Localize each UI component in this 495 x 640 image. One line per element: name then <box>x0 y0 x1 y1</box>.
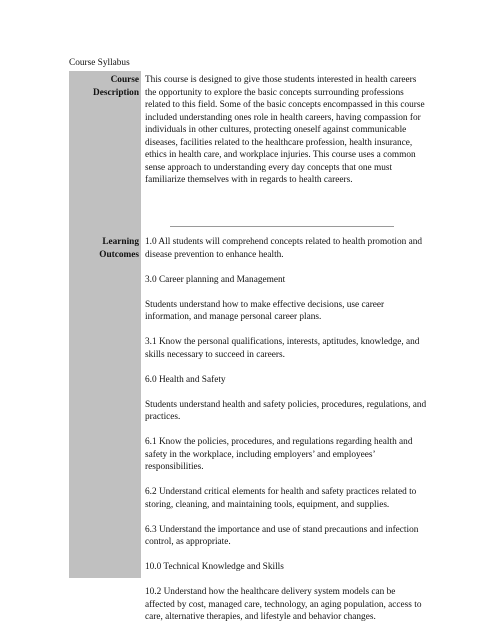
label-line: Description <box>93 87 139 98</box>
document-title: Course Syllabus <box>69 58 130 68</box>
outcome-paragraph: 6.3 Understand the importance and use of stand precautions and infection control, as appropriate. <box>145 524 419 547</box>
outcome-paragraph: 6.2 Understand critical elements for health and safety practices related to storing, cleaning, and maintaining tools, equipment, and supplies. <box>145 487 417 510</box>
outcome-paragraph: 10.2 Understand how the healthcare delivery system models can be affected by cost, managed care, technology, an aging population, access to care, alternative therapies, and lifestyle and behavior changes. <box>145 587 422 622</box>
section-label-course-description <box>69 74 139 99</box>
outcome-paragraph: 3.1 Know the personal qualifications, interests, aptitudes, knowledge, and skills necessary to succeed in careers. <box>145 337 420 360</box>
course-description-text: This course is designed to give those students interested in health careers the opportunity to explore the basic concepts surrounding professions related to this field. Some of the basic concepts encompassed in this course included understanding ones role in health careers, having compassion for individuals in other cultures, protecting oneself against communicable diseases, facilities related to the healthcare profession, health insurance, ethics in health care, and workplace injuries. This course uses a common sense approach to understanding every day concepts that one must familiarize themselves with in regards to health careers. <box>145 75 425 185</box>
outcome-paragraph: Students understand health and safety policies, procedures, regulations, and practices. <box>145 399 427 422</box>
outcome-heading: 3.0 Career planning and Management <box>145 274 286 285</box>
label-line: Learning <box>102 237 139 247</box>
outcome-paragraph: 6.1 Know the policies, procedures, and regulations regarding health and safety in the workplace, including employers’ and employees’ responsibilities. <box>145 437 413 472</box>
section-label-learning-outcomes <box>69 236 139 261</box>
outcome-heading: 10.0 Technical Knowledge and Skills <box>145 562 284 572</box>
outcome-heading: 6.0 Health and Safety <box>145 374 226 385</box>
label-line: Course <box>110 75 139 85</box>
section-divider <box>170 226 394 227</box>
learning-outcomes-list <box>145 236 427 624</box>
outcome-paragraph: 1.0 All students will comprehend concepts related to health promotion and disease prevention to enhance health. <box>145 237 423 260</box>
outcome-paragraph: Students understand how to make effective decisions, use career information, and manage personal career plans. <box>145 299 385 322</box>
label-column <box>69 71 141 578</box>
label-line: Outcomes <box>99 249 139 260</box>
